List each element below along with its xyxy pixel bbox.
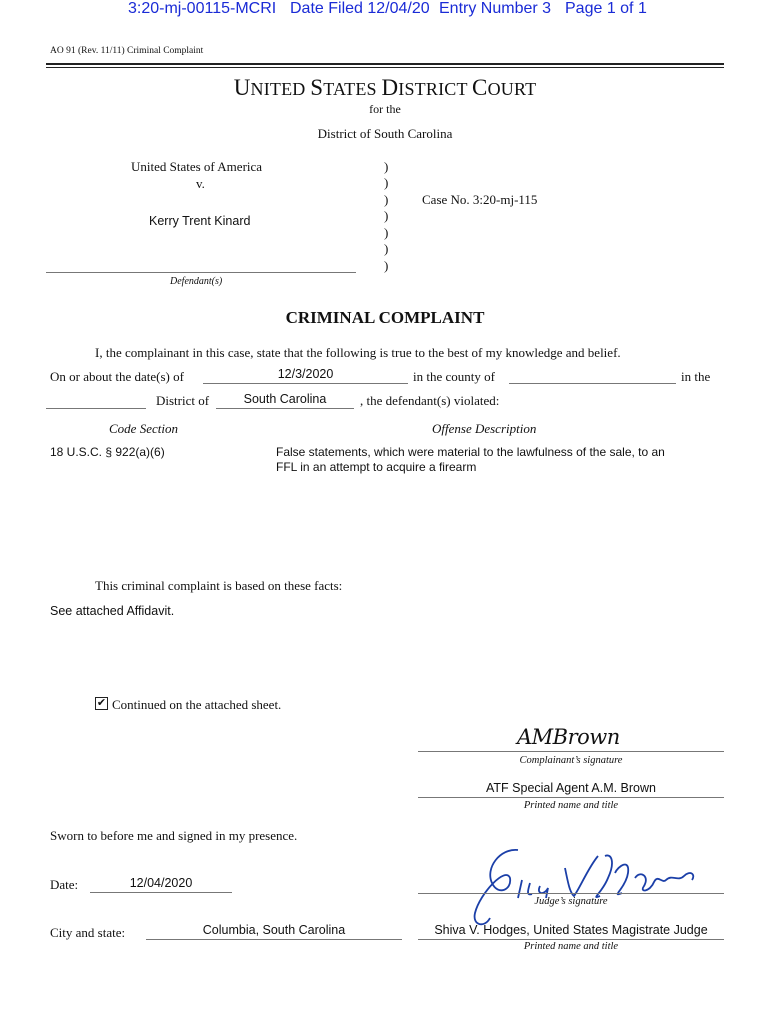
city-state-label: City and state:	[50, 925, 126, 940]
district-value: South Carolina	[243, 392, 327, 406]
caption-paren: )	[384, 159, 389, 174]
date-rule	[90, 892, 232, 893]
stamp-case-number: 3:20-mj-00115-MCRI	[128, 0, 277, 17]
complainant-signature: AMBrown	[517, 725, 620, 749]
caption-paren: )	[384, 258, 389, 273]
district-of-label: District of	[156, 393, 210, 408]
sworn-statement: Sworn to before me and signed in my presence.	[50, 828, 298, 843]
complainant-name-rule	[418, 797, 724, 798]
district-rule	[216, 408, 354, 409]
stamp-page-number: Page 1 of 1	[565, 0, 647, 17]
judge-printed-name-label: Printed name and title	[523, 941, 619, 952]
caption-paren: )	[384, 225, 389, 240]
code-section: 18 U.S.C. § 922(a)(6)	[50, 445, 165, 459]
on-or-about-label: On or about the date(s) of	[50, 369, 184, 384]
complainant-signature-rule	[418, 751, 724, 752]
district-prefix-rule	[46, 408, 146, 409]
offense-date: 12/3/2020	[277, 367, 334, 381]
caption-paren: )	[384, 192, 389, 207]
offense-description-line1: False statements, which were material to the lawfulness of the sale, to an	[276, 445, 665, 459]
in-the-label: in the	[681, 369, 711, 384]
header-rule-thick	[46, 63, 724, 65]
court-district: District of South Carolina	[317, 126, 453, 141]
judge-name-rule	[418, 939, 724, 940]
form-id: AO 91 (Rev. 11/11) Criminal Complaint	[50, 46, 204, 56]
judge-signature-label: Judge’s signature	[534, 896, 608, 907]
continued-checkbox[interactable]	[95, 697, 108, 710]
violated-label: , the defendant(s) violated:	[360, 393, 500, 408]
county-rule	[509, 383, 676, 384]
caption-paren: )	[384, 175, 389, 190]
code-section-header: Code Section	[109, 421, 178, 436]
caption-paren: )	[384, 208, 389, 223]
defendant-rule	[46, 272, 356, 273]
complainant-name: ATF Special Agent A.M. Brown	[486, 781, 656, 795]
county-label: in the county of	[413, 369, 495, 384]
facts-text: See attached Affidavit.	[50, 604, 175, 618]
caption-paren: )	[384, 241, 389, 256]
city-state-rule	[146, 939, 402, 940]
complaint-heading: CRIMINAL COMPLAINT	[285, 308, 485, 327]
case-number: Case No. 3:20-mj-115	[422, 192, 538, 207]
judge-signature-scribble	[440, 838, 700, 933]
defendant-name: Kerry Trent Kinard	[149, 214, 251, 228]
complainant-signature-label: Complainant’s signature	[519, 755, 623, 766]
date-label: Date:	[50, 877, 79, 892]
sworn-date: 12/04/2020	[129, 876, 193, 890]
date-rule	[203, 383, 408, 384]
city-state-value: Columbia, South Carolina	[202, 923, 346, 937]
judge-signature-rule	[418, 893, 724, 894]
header-rule-thin	[46, 67, 724, 68]
judge-name: Shiva V. Hodges, United States Magistrate Judge	[434, 923, 708, 937]
offense-description-header: Offense Description	[432, 421, 537, 436]
complaint-intro: I, the complainant in this case, state that the following is true to the best of my knowledge and belief.	[95, 345, 621, 360]
versus-label: v.	[196, 176, 205, 191]
stamp-date-filed: Date Filed 12/04/20	[290, 0, 430, 17]
stamp-entry-number: Entry Number 3	[439, 0, 552, 17]
facts-intro: This criminal complaint is based on these facts:	[95, 578, 343, 593]
continued-label: Continued on the attached sheet.	[112, 697, 282, 712]
offense-description-line2: FFL in an attempt to acquire a firearm	[276, 460, 477, 474]
for-the-label: for the	[369, 102, 401, 116]
checkmark-icon: ✔	[96, 697, 107, 709]
defendant-label: Defendant(s)	[170, 276, 223, 287]
court-title: UNITED STATES DISTRICT COURT	[233, 75, 537, 100]
plaintiff-name: United States of America	[131, 159, 263, 174]
printed-name-label: Printed name and title	[523, 800, 619, 811]
